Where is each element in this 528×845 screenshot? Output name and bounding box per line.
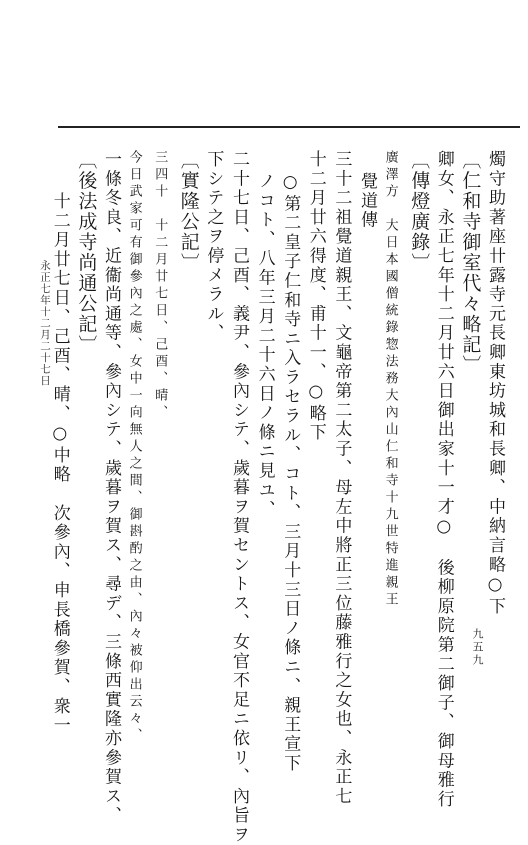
text-column: ○第二皇子仁和寺ニ入ラセラル、コト、三月十三日ノ條ニ、親王宣下 [280, 172, 301, 774]
text-column: 十二月廿七日、己酉、晴、○中略 次參內、申長橋參賀、衆一 [49, 192, 70, 736]
source-title [75, 150, 98, 355]
text-column: 燭守助著座卄露寺元長卿東坊城和長卿、中納言略○下 [485, 150, 505, 617]
source-title [459, 150, 482, 376]
text-column: 三十二祖覺道親王、文龜帝第二太子、母左中將正三位藤雅行之女也、永正七 [331, 150, 352, 807]
text-column: 廣澤方 大日本國僧統錄惣法務大內山仁和寺十九世特進親王 [382, 150, 398, 609]
text-column: 二十七日、己酉、義尹、參內シテ、歲暮ヲ賀セントス、女官不足ニ依リ、內旨ヲ [229, 150, 249, 845]
text-column: 下シテ之ヲ停メラル、 [203, 150, 224, 343]
title-text: 實隆公記 〕 [178, 171, 200, 274]
title-text: 後法成寺尚通公記 〕 [75, 171, 97, 356]
page-number: 九五九 [471, 628, 484, 667]
title-text: 傳燈廣錄 〕 [408, 171, 430, 274]
running-header: 永正七年十二月二十七日 [39, 260, 51, 387]
text-column: ノコト、八年三月二十六日ノ條ニ見ユ、 [254, 172, 275, 520]
text-column: 覺道傳 [357, 172, 377, 230]
header-rule [58, 126, 520, 128]
text-column: 十二月廿六得度、甫十一、○略下 [305, 150, 326, 443]
text-column: 卿女、永正七年十二月廿六日御出家十一才○ 後柳原院第二御子、御母雅行 [433, 150, 454, 810]
source-title [408, 150, 431, 273]
title-text: 仁和寺御室代々略記 〕 [459, 171, 481, 376]
text-column: 一條冬良、近衞尚通等、參內シテ、歲暮ヲ賀ス、尋デ、三條西實隆亦參賀ス、 [101, 150, 121, 826]
text-column: 今日武家可有御參內之處、女中一向無人之間、御斟酌之由、內々被仰出云々、 [126, 150, 142, 745]
text-column: 三四十 十二月廿七日、己酉、晴、 [152, 150, 168, 422]
source-title [179, 150, 198, 273]
